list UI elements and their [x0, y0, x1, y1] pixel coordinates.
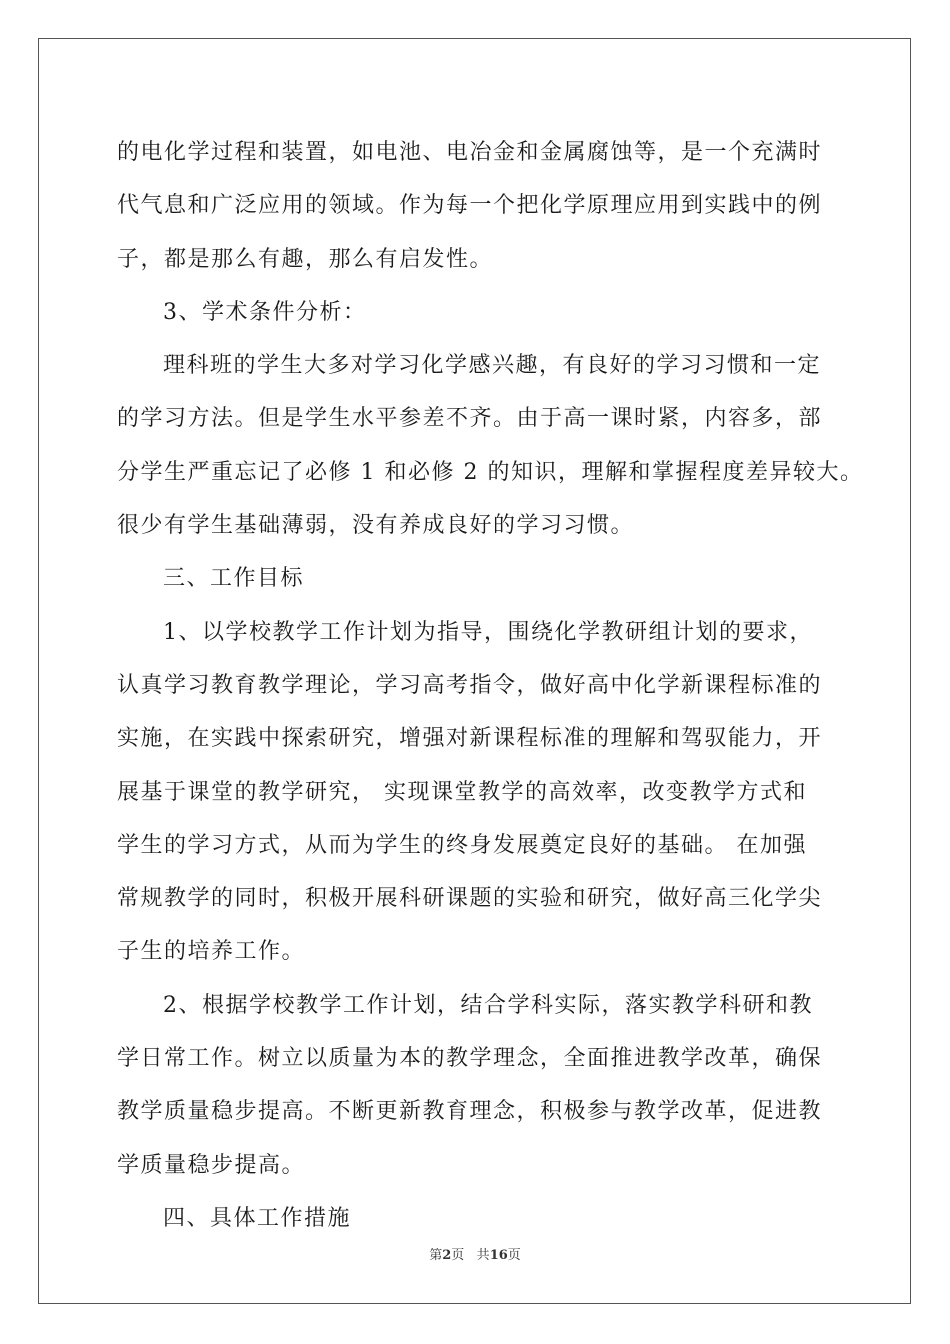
text-line: 子，都是那么有趣，那么有启发性。: [117, 246, 494, 272]
text-line: 1、以学校教学工作计划为指导，围绕化学教研组计划的要求，: [163, 619, 813, 645]
current-page-number: 2: [442, 1248, 452, 1263]
text-line: 代气息和广泛应用的领域。作为每一个把化学原理应用到实践中的例: [117, 193, 823, 219]
total-page-count: 16: [489, 1248, 508, 1263]
paragraph: [117, 339, 864, 552]
document-body: [117, 126, 864, 1245]
paragraph: [117, 126, 841, 286]
text-line: 展基于课堂的教学研究， 实现课堂教学的高效率，改变教学方式和: [117, 779, 807, 805]
text-line: 很少有学生基础薄弱，没有养成良好的学习习惯。: [117, 513, 635, 539]
text-line: 学质量稳步提高。: [117, 1152, 306, 1178]
footer-prefix: 第: [429, 1248, 443, 1263]
text-line: 教学质量稳步提高。不断更新教育理念，积极参与教学改革，促进教: [117, 1099, 823, 1125]
text-line: 的学习方法。但是学生水平参差不齐。由于高一课时紧，内容多，部: [117, 406, 823, 432]
text-line: 四、具体工作措施: [163, 1205, 352, 1231]
text-line: 子生的培养工作。: [117, 939, 306, 965]
footer-page-suffix: 页: [451, 1248, 465, 1263]
text-line: 学生的学习方式，从而为学生的终身发展奠定良好的基础。 在加强: [117, 832, 807, 858]
text-line: 实施，在实践中探索研究，增强对新课程标准的理解和驾驭能力，开: [117, 726, 823, 752]
text-line: 的电化学过程和装置，如电池、电冶金和金属腐蚀等，是一个充满时: [117, 140, 823, 165]
text-line: 分学生严重忘记了必修 1 和必修 2 的知识，理解和掌握程度差异较大。: [117, 459, 864, 485]
page-footer: [0, 1244, 950, 1263]
paragraph: [117, 552, 841, 605]
text-line: 常规教学的同时，积极开展科研课题的实验和研究，做好高三化学尖: [117, 886, 823, 912]
paragraph: [117, 1192, 841, 1245]
text-line: 认真学习教育教学理论，学习高考指令，做好高中化学新课程标准的: [117, 672, 823, 698]
footer-total-suffix: 页: [507, 1248, 521, 1263]
text-line: 三、工作目标: [163, 566, 305, 592]
text-line: 学日常工作。树立以质量为本的教学理念，全面推进教学改革，确保: [117, 1046, 823, 1072]
footer-total-prefix: 共: [476, 1248, 490, 1263]
paragraph: [117, 979, 841, 1192]
text-line: 2、根据学校教学工作计划，结合学科实际，落实教学科研和教: [163, 992, 813, 1018]
paragraph: [117, 286, 841, 339]
paragraph: [117, 606, 841, 979]
text-line: 3、学术条件分析：: [163, 299, 367, 325]
text-line: 理科班的学生大多对学习化学感兴趣，有良好的学习习惯和一定: [163, 353, 822, 379]
